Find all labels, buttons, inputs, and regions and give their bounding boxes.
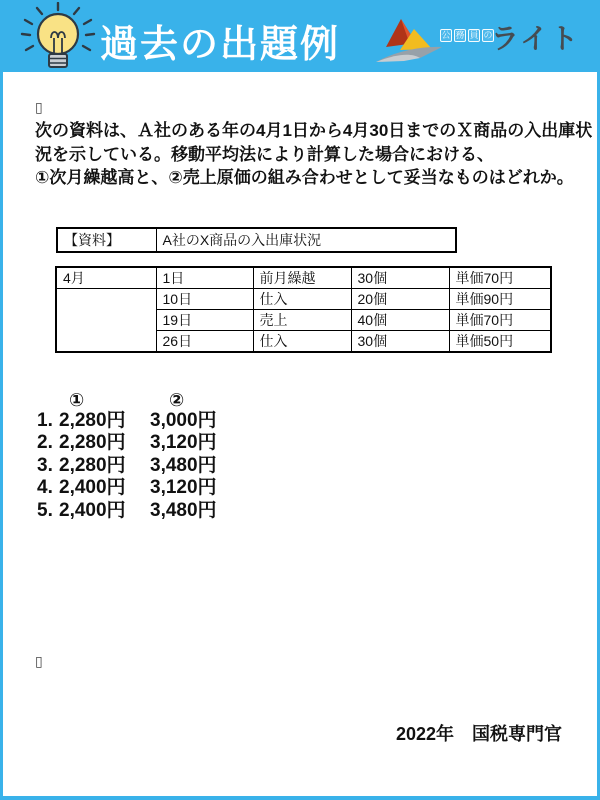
item-cell: 仕入 [253,331,351,353]
choice-row-1 [37,410,217,432]
table-row [56,267,551,289]
logo-badge-char: 公 [441,30,451,40]
qty-cell: 30個 [351,331,449,353]
circled-one-label: ① [69,390,85,410]
date-cell: 10日 [156,289,253,310]
choice-row-3 [37,455,217,477]
placeholder-glyph: ▯ [35,99,43,115]
question-line: 次の資料は、Ａ社のある年の4月1日から4月30日までのＸ商品の入出庫状 [35,121,593,140]
answer-choices [37,410,217,522]
choice-number: 4. [37,477,53,499]
choice-row-5 [37,500,217,522]
circled-two-label: ② [169,390,185,410]
logo-badge-text [440,29,494,42]
choice-value-1: 2,280円 [59,410,126,431]
logo-mountain-icon [374,17,446,65]
choice-number: 2. [37,432,53,454]
placeholder-glyph: ▯ [35,653,43,669]
choice-value-2: 3,480円 [150,499,217,521]
price-cell: 単価90円 [449,289,551,310]
month-cell: 4月 [56,267,156,289]
logo-badge-char: の [483,30,493,40]
inventory-ledger-table [55,266,552,353]
question-line: ①次月繰越高と、②売上原価の組み合わせとして妥当なものはどれか。 [35,168,574,187]
item-cell: 売上 [253,310,351,331]
choice-number: 5. [37,499,53,521]
table-row [57,228,456,252]
qty-cell: 40個 [351,310,449,331]
qty-cell: 20個 [351,289,449,310]
choice-value-1: 2,280円 [59,432,126,454]
page-title: 過去の出題例 [100,24,341,66]
date-cell: 1日 [156,267,253,289]
source-label-cell: 【資料】 [57,228,156,252]
logo-badge-char: 務 [455,30,465,40]
source-value-cell: A社のX商品の入出庫状況 [156,228,456,252]
price-cell: 単価50円 [449,331,551,353]
question-text [35,119,592,190]
price-cell: 単価70円 [449,267,551,289]
date-cell: 26日 [156,331,253,353]
choice-row-2 [37,432,217,454]
question-line: 況を示している。移動平均法により計算した場合における、 [35,144,494,164]
choice-value-1: 2,400円 [59,477,126,499]
choice-value-1: 2,280円 [59,454,126,476]
choice-row-4 [37,477,217,499]
choice-value-2: 3,120円 [150,432,217,454]
price-cell: 単価70円 [449,310,551,331]
choice-value-1: 2,400円 [59,499,126,521]
source-label-table [56,227,457,253]
month-empty-cell [56,289,156,353]
choice-value-2: 3,000円 [150,410,217,431]
choice-value-2: 3,120円 [150,477,217,499]
header [0,0,600,72]
choice-number: 1. [37,410,53,431]
brand-logo [374,0,584,72]
content-area [3,72,597,796]
item-cell: 仕入 [253,289,351,310]
logo-badge-char: 員 [469,30,479,40]
exam-source-label: 2022年 国税専門官 [395,724,562,744]
date-cell: 19日 [156,310,253,331]
logo-name: ライト [491,23,581,54]
choice-number: 3. [37,454,53,476]
choices-header [3,390,303,410]
item-cell: 前月繰越 [253,267,351,289]
qty-cell: 30個 [351,267,449,289]
table-row [56,289,551,310]
lightbulb-icon [20,2,96,72]
choice-value-2: 3,480円 [150,454,217,476]
